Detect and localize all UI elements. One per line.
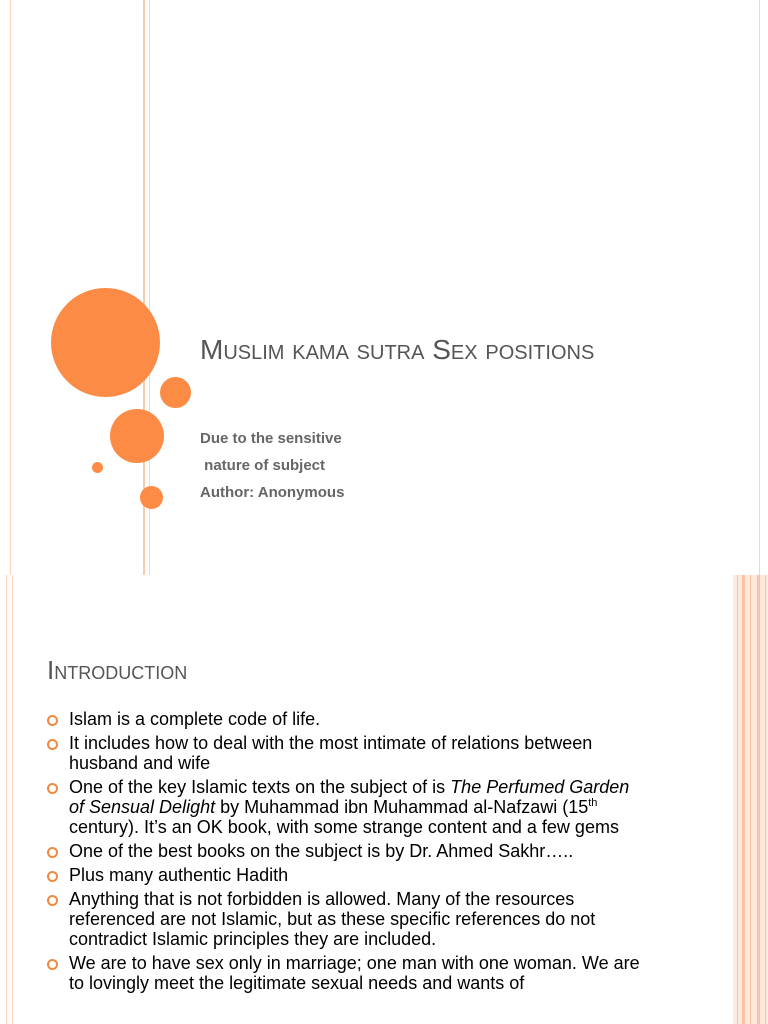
list-item (46, 953, 646, 993)
bullet-circle-icon (47, 715, 58, 726)
list-item (46, 865, 646, 885)
decor-line (10, 0, 11, 575)
list-item (46, 709, 646, 729)
decor-circle-medium (110, 409, 164, 463)
bullet-list (46, 709, 646, 997)
decor-circle-small (160, 377, 191, 408)
decor-line (750, 575, 751, 1024)
bullet-text-prefix: One of the key Islamic texts on the subject of is (69, 777, 451, 797)
subtitle-line: Due to the sensitive (200, 430, 342, 447)
bullet-text: Plus many authentic Hadith (69, 865, 289, 885)
bullet-circle-icon (47, 871, 58, 882)
decor-line (765, 575, 766, 1024)
subtitle-line: Author: Anonymous (200, 484, 345, 501)
decor-line (742, 575, 745, 1024)
bullet-text: It includes how to deal with the most intimate of relations between husband and wife (69, 733, 593, 773)
list-item (46, 777, 646, 837)
bullet-text-middle: by Muhammad ibn Muhammad al-Nafzawi (15 (215, 797, 589, 817)
decor-circle-small (140, 486, 163, 509)
list-item (46, 889, 646, 949)
list-item (46, 733, 646, 773)
slide-title-text: Introduction (47, 655, 188, 685)
book-title: The Perfumed Garden of Sensual Delight (69, 777, 630, 817)
bullet-text: Anything that is not forbidden is allowed. Many of the resources referenced are not Islamic, but as these specific references do not contradict Islamic principles they are included. (69, 889, 596, 949)
decor-line (12, 575, 13, 1024)
ordinal-suffix: th (588, 797, 598, 809)
decor-circle-tiny (92, 462, 103, 473)
bullet-circle-icon (47, 847, 58, 858)
bullet-text: We are to have sex only in marriage; one man with one woman. We are to lovingly meet the legitimate sexual needs and wants of (69, 953, 640, 993)
list-item (46, 841, 646, 861)
bullet-circle-icon (47, 959, 58, 970)
bullet-circle-icon (47, 895, 58, 906)
decor-circle-large (51, 288, 160, 397)
decor-line (759, 0, 760, 575)
bullet-circle-icon (47, 783, 58, 794)
subtitle-line: nature of subject (200, 457, 326, 474)
bullet-text: Islam is a complete code of life. (69, 709, 321, 729)
slide-subtitle (200, 425, 344, 506)
decor-line (737, 575, 738, 1024)
slide-title-text: Muslim kama sutra Sex positions (200, 334, 595, 365)
bullet-text: One of the best books on the subject is by Dr. Ahmed Sakhr….. (69, 841, 574, 861)
bullet-circle-icon (47, 739, 58, 750)
decor-line (757, 575, 760, 1024)
decor-line (6, 575, 7, 1024)
bullet-text-suffix: century). It’s an OK book, with some strange content and a few gems (69, 817, 619, 837)
